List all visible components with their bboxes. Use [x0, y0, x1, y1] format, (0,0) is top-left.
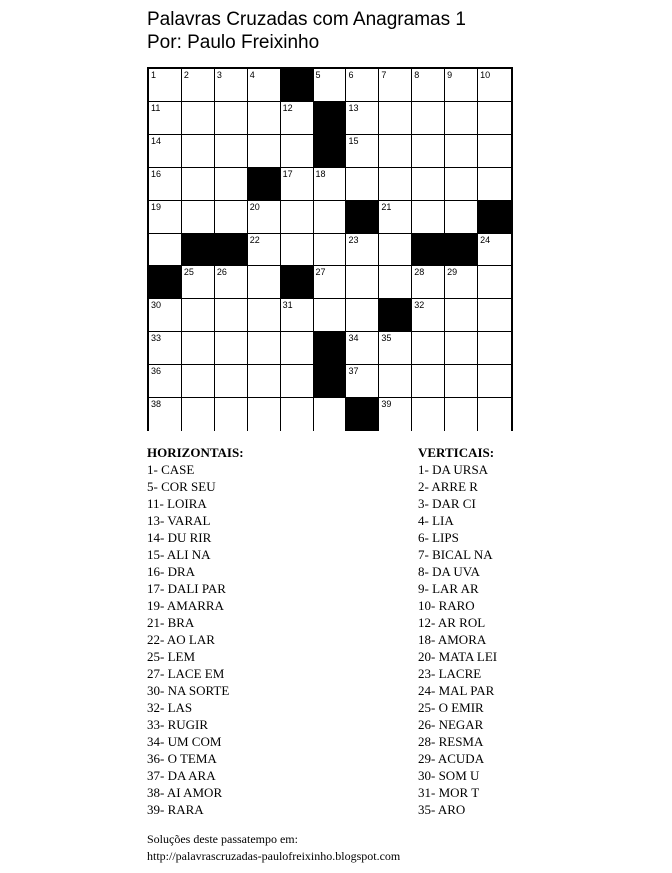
horizontal-clue: 14- DU RIR — [147, 530, 212, 545]
grid-cell[interactable] — [412, 102, 445, 135]
black-cell — [149, 266, 182, 299]
puzzle-author: Por: Paulo Freixinho — [147, 32, 320, 53]
cell-number: 35 — [381, 333, 392, 344]
grid-cell[interactable] — [412, 201, 445, 234]
cell-number: 8 — [414, 70, 420, 80]
grid-cell[interactable] — [445, 135, 478, 168]
grid-cell[interactable] — [248, 332, 281, 365]
horizontal-clue-list — [147, 461, 244, 818]
grid-cell[interactable] — [478, 234, 511, 267]
cell-number: 4 — [249, 70, 255, 80]
grid-cell[interactable] — [182, 398, 215, 431]
black-cell — [478, 201, 511, 234]
vertical-clue: 35- ARO — [418, 802, 466, 817]
cell-number: 17 — [282, 168, 293, 179]
cell-number: 15 — [348, 135, 359, 146]
grid-cell[interactable] — [412, 332, 445, 365]
black-cell — [346, 201, 379, 234]
black-cell — [314, 365, 347, 398]
horizontal-clue: 1- CASE — [147, 462, 195, 477]
grid-cell[interactable] — [478, 332, 511, 365]
cell-number: 39 — [381, 399, 392, 410]
cell-number: 29 — [447, 267, 458, 278]
solutions-note: Soluções deste passatempo em: — [147, 832, 298, 846]
horizontal-clue: 27- LACE EM — [147, 666, 225, 681]
grid-cell[interactable] — [314, 201, 347, 234]
grid-cell[interactable] — [215, 69, 248, 102]
grid-cell[interactable] — [445, 102, 478, 135]
grid-cell[interactable] — [182, 69, 215, 102]
horizontal-clue: 11- LOIRA — [147, 496, 207, 511]
grid-cell[interactable] — [379, 168, 412, 201]
grid-cell[interactable] — [379, 201, 412, 234]
grid-cell[interactable] — [412, 398, 445, 431]
grid-cell[interactable] — [215, 102, 248, 135]
cell-number: 3 — [216, 70, 222, 80]
grid-cell[interactable] — [215, 365, 248, 398]
cell-number: 33 — [151, 333, 162, 344]
grid-cell[interactable] — [149, 299, 182, 332]
vertical-clue: 9- LAR AR — [418, 581, 479, 596]
solutions-url[interactable]: http://palavrascruzadas-paulofreixinho.blogspot.com — [147, 849, 401, 863]
grid-cell[interactable] — [445, 266, 478, 299]
grid-cell[interactable] — [379, 398, 412, 431]
grid-cell[interactable] — [182, 299, 215, 332]
vertical-clue: 6- LIPS — [418, 530, 459, 545]
grid-cell[interactable] — [346, 365, 379, 398]
vertical-clue: 28- RESMA — [418, 734, 484, 749]
cell-number: 34 — [348, 333, 359, 344]
horizontal-clue: 37- DA ARA — [147, 768, 216, 783]
horizontal-clue: 25- LEM — [147, 649, 196, 664]
vertical-clue: 25- O EMIR — [418, 700, 484, 715]
vertical-clue: 29- ACUDA — [418, 751, 485, 766]
grid-cell[interactable] — [182, 135, 215, 168]
grid-cell[interactable] — [281, 135, 314, 168]
vertical-clue: 8- DA UVA — [418, 564, 480, 579]
cell-number: 27 — [315, 267, 326, 278]
grid-cell[interactable] — [149, 234, 182, 267]
grid-cell[interactable] — [478, 299, 511, 332]
grid-cell[interactable] — [149, 398, 182, 431]
black-cell — [314, 135, 347, 168]
grid-cell[interactable] — [379, 234, 412, 267]
black-cell — [445, 234, 478, 267]
horizontal-clue: 17- DALI PAR — [147, 581, 226, 596]
cell-number: 19 — [151, 201, 162, 212]
grid-cell[interactable] — [248, 299, 281, 332]
grid-cell[interactable] — [281, 234, 314, 267]
grid-cell[interactable] — [215, 332, 248, 365]
grid-cell[interactable] — [215, 135, 248, 168]
grid-cell[interactable] — [182, 201, 215, 234]
grid-cell[interactable] — [478, 266, 511, 299]
black-cell — [412, 234, 445, 267]
grid-cell[interactable] — [281, 168, 314, 201]
grid-cell[interactable] — [379, 69, 412, 102]
grid-cell[interactable] — [215, 201, 248, 234]
cell-number: 23 — [348, 234, 359, 245]
grid-cell[interactable] — [149, 201, 182, 234]
grid-cell[interactable] — [182, 168, 215, 201]
horizontal-clue: 36- O TEMA — [147, 751, 217, 766]
grid-cell[interactable] — [314, 69, 347, 102]
cell-number: 18 — [315, 168, 326, 179]
grid-cell[interactable] — [346, 266, 379, 299]
grid-cell[interactable] — [346, 168, 379, 201]
grid-cell[interactable] — [478, 168, 511, 201]
cell-number: 12 — [282, 102, 293, 113]
cell-number: 28 — [414, 267, 425, 278]
cell-number: 21 — [381, 201, 392, 212]
grid-cell[interactable] — [445, 365, 478, 398]
vertical-clue: 24- MAL PAR — [418, 683, 495, 698]
grid-cell[interactable] — [248, 266, 281, 299]
cell-number: 20 — [249, 201, 260, 212]
grid-cell[interactable] — [478, 398, 511, 431]
cell-number: 36 — [151, 366, 162, 377]
vertical-clue-list — [418, 461, 497, 818]
cell-number: 37 — [348, 366, 359, 377]
horizontal-clue: 33- RUGIR — [147, 717, 209, 732]
horizontal-clue: 16- DRA — [147, 564, 196, 579]
horizontal-clue: 38- AI AMOR — [147, 785, 223, 800]
grid-cell[interactable] — [379, 365, 412, 398]
cell-number: 16 — [151, 168, 162, 179]
black-cell — [314, 332, 347, 365]
grid-cell[interactable] — [248, 398, 281, 431]
grid-cell[interactable] — [215, 299, 248, 332]
grid-cell[interactable] — [281, 365, 314, 398]
cell-number: 24 — [480, 234, 491, 245]
solutions-footer — [147, 831, 400, 865]
black-cell — [314, 102, 347, 135]
grid-cell[interactable] — [412, 299, 445, 332]
horizontal-clue: 19- AMARRA — [147, 598, 224, 613]
grid-cell[interactable] — [346, 332, 379, 365]
grid-cell[interactable] — [346, 234, 379, 267]
vertical-clue: 10- RARO — [418, 598, 475, 613]
grid-cell[interactable] — [314, 266, 347, 299]
grid-cell[interactable] — [445, 332, 478, 365]
horizontal-clues — [147, 444, 244, 818]
cell-number: 26 — [216, 267, 227, 278]
horizontal-clue: 34- UM COM — [147, 734, 222, 749]
grid-cell[interactable] — [379, 135, 412, 168]
cell-number: 7 — [381, 70, 387, 80]
vertical-clue: 7- BICAL NA — [418, 547, 493, 562]
black-cell — [182, 234, 215, 267]
grid-cell[interactable] — [445, 201, 478, 234]
vertical-clues — [418, 444, 497, 818]
cell-number: 2 — [183, 70, 189, 80]
grid-cell[interactable] — [182, 266, 215, 299]
cell-number: 6 — [348, 70, 354, 80]
horizontal-clue: 39- RARA — [147, 802, 204, 817]
cell-number: 38 — [151, 399, 162, 410]
grid-cell[interactable] — [248, 102, 281, 135]
vertical-clue: 2- ARRE R — [418, 479, 478, 494]
grid-cell[interactable] — [314, 299, 347, 332]
horizontal-clue: 30- NA SORTE — [147, 683, 230, 698]
grid-cell[interactable] — [248, 234, 281, 267]
grid-cell[interactable] — [314, 398, 347, 431]
cell-number: 11 — [151, 102, 161, 113]
black-cell — [379, 299, 412, 332]
vertical-clue: 1- DA URSA — [418, 462, 489, 477]
crossword-grid — [147, 67, 513, 431]
grid-cell[interactable] — [149, 168, 182, 201]
cell-number: 30 — [151, 300, 162, 311]
grid-cell[interactable] — [346, 299, 379, 332]
cell-number: 32 — [414, 300, 425, 311]
grid-cell[interactable] — [182, 365, 215, 398]
grid-cell[interactable] — [478, 365, 511, 398]
cell-number: 10 — [480, 70, 491, 80]
vertical-clues-heading: VERTICAIS: — [418, 445, 495, 460]
grid-cell[interactable] — [445, 299, 478, 332]
black-cell — [248, 168, 281, 201]
grid-cell[interactable] — [445, 69, 478, 102]
vertical-clue: 3- DAR CI — [418, 496, 476, 511]
grid-cell[interactable] — [412, 266, 445, 299]
grid-cell[interactable] — [215, 168, 248, 201]
cell-number: 25 — [183, 267, 194, 278]
grid-cell[interactable] — [149, 365, 182, 398]
grid-cell[interactable] — [379, 102, 412, 135]
vertical-clue: 26- NEGAR — [418, 717, 484, 732]
black-cell — [215, 234, 248, 267]
grid-cell[interactable] — [248, 135, 281, 168]
grid-cell[interactable] — [248, 201, 281, 234]
grid-cell[interactable] — [412, 69, 445, 102]
grid-cell[interactable] — [149, 102, 182, 135]
horizontal-clue: 5- COR SEU — [147, 479, 216, 494]
vertical-clue: 30- SOM U — [418, 768, 480, 783]
cell-number: 31 — [282, 300, 293, 311]
grid-cell[interactable] — [412, 365, 445, 398]
cell-number: 1 — [151, 70, 157, 80]
vertical-clue: 12- AR ROL — [418, 615, 486, 630]
grid-cell[interactable] — [182, 332, 215, 365]
grid-cell[interactable] — [314, 234, 347, 267]
grid-cell[interactable] — [445, 168, 478, 201]
vertical-clue: 23- LACRE — [418, 666, 482, 681]
grid-cell[interactable] — [445, 398, 478, 431]
cell-number: 13 — [348, 102, 359, 113]
grid-cell[interactable] — [314, 168, 347, 201]
grid-cell[interactable] — [412, 168, 445, 201]
grid-cell[interactable] — [346, 69, 379, 102]
grid-cell[interactable] — [149, 69, 182, 102]
puzzle-title: Palavras Cruzadas com Anagramas 1 — [147, 9, 466, 30]
cell-number: 22 — [249, 234, 260, 245]
grid-cell[interactable] — [149, 332, 182, 365]
horizontal-clues-heading: HORIZONTAIS: — [147, 445, 244, 460]
horizontal-clue: 22- AO LAR — [147, 632, 215, 647]
vertical-clue: 20- MATA LEI — [418, 649, 498, 664]
grid-cell[interactable] — [215, 266, 248, 299]
grid-cell[interactable] — [478, 102, 511, 135]
grid-cell[interactable] — [281, 102, 314, 135]
horizontal-clue: 21- BRA — [147, 615, 195, 630]
vertical-clue: 31- MOR T — [418, 785, 480, 800]
grid-cell[interactable] — [478, 69, 511, 102]
cell-number: 9 — [447, 70, 453, 80]
vertical-clue: 4- LIA — [418, 513, 454, 528]
horizontal-clue: 13- VARAL — [147, 513, 211, 528]
grid-cell[interactable] — [248, 69, 281, 102]
grid-cell[interactable] — [248, 365, 281, 398]
grid-cell[interactable] — [412, 135, 445, 168]
horizontal-clue: 32- LAS — [147, 700, 193, 715]
grid-cell[interactable] — [346, 102, 379, 135]
cell-number: 5 — [315, 70, 321, 80]
grid-cell[interactable] — [379, 266, 412, 299]
black-cell — [281, 266, 314, 299]
grid-cell[interactable] — [281, 398, 314, 431]
grid-cell[interactable] — [346, 135, 379, 168]
grid-cell[interactable] — [281, 201, 314, 234]
cell-number: 14 — [151, 135, 162, 146]
grid-cell[interactable] — [182, 102, 215, 135]
vertical-clue: 18- AMORA — [418, 632, 487, 647]
grid-cell[interactable] — [149, 135, 182, 168]
horizontal-clue: 15- ALI NA — [147, 547, 211, 562]
black-cell — [346, 398, 379, 431]
grid-cell[interactable] — [281, 332, 314, 365]
grid-cell[interactable] — [478, 135, 511, 168]
grid-cell[interactable] — [215, 398, 248, 431]
grid-cell[interactable] — [379, 332, 412, 365]
grid-cell[interactable] — [281, 299, 314, 332]
black-cell — [281, 69, 314, 102]
